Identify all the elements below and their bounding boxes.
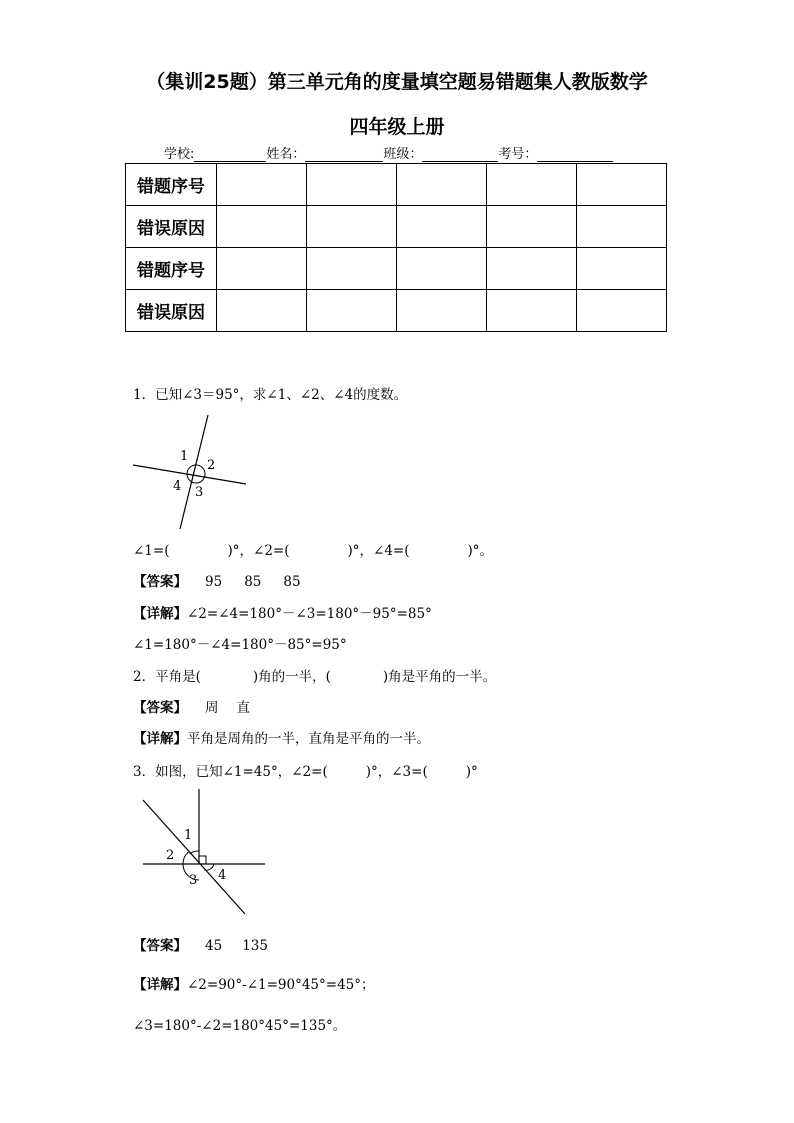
row-label: 错误原因	[126, 290, 217, 332]
q2-question: 2．平角是( )角的一半，( )角是平角的一半。	[133, 669, 497, 685]
q1-question: 1．已知∠3＝95°，求∠1、∠2、∠4的度数。	[133, 387, 408, 403]
name-blank[interactable]	[305, 147, 383, 162]
q1-line-slanted	[180, 415, 208, 529]
table-cell[interactable]	[487, 206, 577, 248]
table-cell[interactable]	[487, 248, 577, 290]
table-cell[interactable]	[307, 206, 397, 248]
answer-label: 【答案】	[133, 574, 187, 590]
row-label: 错题序号	[126, 164, 217, 206]
number-blank[interactable]	[537, 147, 613, 162]
q1-label-3: 3	[195, 485, 204, 500]
answer-label: 【答案】	[133, 938, 187, 954]
q1-label-4: 4	[173, 479, 182, 494]
row-label: 错误原因	[126, 206, 217, 248]
class-blank[interactable]	[422, 147, 498, 162]
q1-label-1: 1	[180, 449, 189, 464]
q3-label-2: 2	[166, 848, 175, 863]
school-blank[interactable]	[194, 147, 266, 162]
q1-fill-blanks: ∠1=( )°，∠2=( )°，∠4=( )°。	[133, 543, 494, 559]
table-cell[interactable]	[307, 248, 397, 290]
answer-value: 85	[244, 574, 262, 590]
q3-figure	[138, 786, 270, 920]
answer-value: 135	[242, 938, 268, 954]
answer-label: 【答案】	[133, 700, 187, 716]
q1-detail-2: ∠1=180°－∠4=180°－85°=95°	[133, 637, 347, 653]
q3-arc-1	[190, 851, 199, 854]
table-row	[126, 248, 667, 290]
table-cell[interactable]	[577, 248, 667, 290]
detail-label: 【详解】	[133, 977, 187, 993]
table-cell[interactable]	[307, 164, 397, 206]
q1-label-2: 2	[207, 458, 216, 473]
table-cell[interactable]	[217, 248, 307, 290]
q3-right-angle-mark	[199, 856, 206, 864]
answer-value: 95	[205, 574, 223, 590]
table-cell[interactable]	[217, 164, 307, 206]
q3-arc-4	[204, 864, 214, 870]
q3-detail-1: 【详解】∠2=90°-∠1=90°45°=45°；	[133, 977, 375, 993]
q1-detail-1: 【详解】∠2=∠4=180°－∠3=180°－95°=85°	[133, 606, 432, 622]
table-cell[interactable]	[397, 248, 487, 290]
q3-line-slanted	[143, 800, 245, 914]
school-label: 学校:	[164, 147, 195, 162]
table-cell[interactable]	[397, 164, 487, 206]
q3-label-1: 1	[184, 828, 193, 843]
class-label: 班级：	[383, 147, 423, 162]
table-row	[126, 206, 667, 248]
q3-detail-2: ∠3=180°-∠2=180°45°=135°。	[133, 1018, 347, 1034]
detail-label: 【详解】	[133, 606, 187, 622]
table-row	[126, 290, 667, 332]
answer-value: 周	[205, 700, 219, 716]
document-title-line2: 四年级上册	[349, 116, 445, 138]
document-title-line1: （集训25题）第三单元角的度量填空题易错题集人教版数学	[146, 71, 648, 93]
table-cell[interactable]	[397, 206, 487, 248]
table-cell[interactable]	[577, 290, 667, 332]
student-info-row	[164, 143, 613, 162]
q3-answer	[133, 934, 268, 954]
number-label: 考号：	[498, 147, 538, 162]
q3-arc-2	[183, 852, 188, 864]
q1-answer	[133, 570, 301, 590]
q1-figure	[128, 412, 252, 534]
q3-label-4: 4	[218, 868, 227, 883]
detail-label: 【详解】	[133, 731, 187, 747]
row-label: 错题序号	[126, 248, 217, 290]
table-cell[interactable]	[307, 290, 397, 332]
q2-answer	[133, 696, 250, 716]
answer-value: 45	[205, 938, 223, 954]
answer-value: 85	[283, 574, 301, 590]
answer-value: 直	[236, 700, 250, 716]
table-cell[interactable]	[577, 206, 667, 248]
table-cell[interactable]	[487, 290, 577, 332]
table-cell[interactable]	[217, 290, 307, 332]
name-label: 姓名：	[266, 147, 306, 162]
q3-label-3: 3	[189, 873, 198, 888]
table-cell[interactable]	[577, 164, 667, 206]
q3-question: 3．如图，已知∠1=45°，∠2=( )°，∠3=( )°	[133, 764, 478, 780]
table-cell[interactable]	[397, 290, 487, 332]
q2-detail: 【详解】平角是周角的一半，直角是平角的一半。	[133, 731, 430, 747]
table-cell[interactable]	[217, 206, 307, 248]
table-row	[126, 164, 667, 206]
table-cell[interactable]	[487, 164, 577, 206]
error-record-table	[125, 163, 667, 332]
